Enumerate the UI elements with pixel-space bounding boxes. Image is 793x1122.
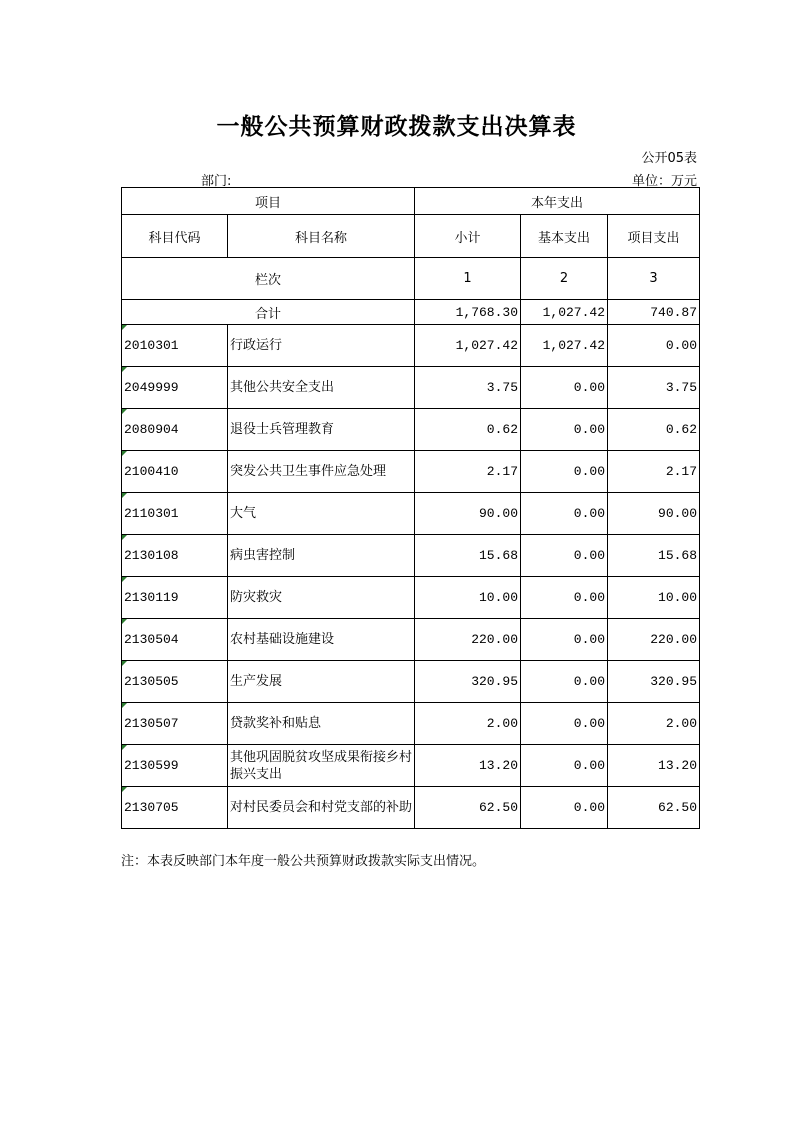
text-format-marker-icon (122, 745, 127, 750)
row-code (122, 661, 228, 703)
row-program-text: 13.20 (658, 758, 698, 773)
row-code-text: 2130108 (124, 548, 179, 563)
row-code (122, 535, 228, 577)
table-row (122, 367, 700, 409)
column-index-row (122, 258, 700, 300)
row-subtotal (415, 409, 521, 451)
row-basic-text: 0.00 (573, 758, 606, 773)
header-basic: 基本支出 (521, 215, 608, 258)
row-subtotal (415, 745, 521, 787)
row-code (122, 787, 228, 829)
row-name (228, 787, 415, 829)
row-program-text: 62.50 (658, 800, 698, 815)
row-program-text: 220.00 (650, 632, 698, 647)
row-name-text: 其他巩固脱贫攻坚成果衔接乡村振兴支出 (230, 749, 413, 782)
row-subtotal-text: 90.00 (479, 506, 519, 521)
total-subtotal: 1,768.30 (415, 300, 521, 325)
row-basic-text: 1,027.42 (542, 338, 606, 353)
row-basic-text: 0.00 (573, 464, 606, 479)
row-name (228, 703, 415, 745)
row-name (228, 577, 415, 619)
row-code (122, 745, 228, 787)
row-code-text: 2100410 (124, 464, 179, 479)
row-code (122, 325, 228, 367)
text-format-marker-icon (122, 703, 127, 708)
table-row (122, 577, 700, 619)
row-code (122, 703, 228, 745)
row-basic (521, 577, 608, 619)
row-subtotal-text: 15.68 (479, 548, 519, 563)
row-subtotal (415, 619, 521, 661)
footnote: 注：本表反映部门本年度一般公共预算财政拨款实际支出情况。 (121, 854, 486, 869)
row-basic (521, 493, 608, 535)
row-program-text: 90.00 (658, 506, 698, 521)
row-name (228, 325, 415, 367)
text-format-marker-icon (122, 367, 127, 372)
row-code-text: 2130599 (124, 758, 179, 773)
total-basic: 1,027.42 (521, 300, 608, 325)
row-basic-text: 0.00 (573, 548, 606, 563)
row-subtotal (415, 451, 521, 493)
table-row (122, 619, 700, 661)
row-basic-text: 0.00 (573, 422, 606, 437)
row-name-text: 贷款奖补和贴息 (230, 716, 322, 731)
row-basic-text: 0.00 (573, 632, 606, 647)
row-subtotal-text: 0.62 (486, 422, 519, 437)
row-subtotal (415, 703, 521, 745)
row-name (228, 409, 415, 451)
total-row (122, 300, 700, 325)
header-row-1 (122, 188, 700, 215)
row-program (608, 493, 700, 535)
row-code-text: 2130505 (124, 674, 179, 689)
column-index-3: 3 (608, 258, 700, 300)
row-program (608, 619, 700, 661)
row-name-text: 农村基础设施建设 (230, 632, 335, 647)
row-basic (521, 661, 608, 703)
row-program-text: 15.68 (658, 548, 698, 563)
row-code-text: 2130507 (124, 716, 179, 731)
row-basic-text: 0.00 (573, 716, 606, 731)
row-name-text: 防灾救灾 (230, 590, 283, 605)
table-row (122, 535, 700, 577)
table-row (122, 661, 700, 703)
row-subtotal-text: 320.95 (471, 674, 519, 689)
row-program (608, 409, 700, 451)
row-program (608, 787, 700, 829)
page-title: 一般公共预算财政拨款支出决算表 (216, 114, 577, 140)
row-program-text: 2.17 (665, 464, 698, 479)
row-code-text: 2080904 (124, 422, 179, 437)
row-program (608, 535, 700, 577)
row-subtotal (415, 493, 521, 535)
table-row (122, 325, 700, 367)
header-code: 科目代码 (122, 215, 228, 258)
header-program: 项目支出 (608, 215, 700, 258)
table-row (122, 787, 700, 829)
row-program (608, 577, 700, 619)
text-format-marker-icon (122, 577, 127, 582)
row-subtotal-text: 2.00 (486, 716, 519, 731)
row-code-text: 2130705 (124, 800, 179, 815)
row-basic (521, 367, 608, 409)
row-name (228, 619, 415, 661)
row-subtotal-text: 10.00 (479, 590, 519, 605)
row-subtotal (415, 661, 521, 703)
row-name-text: 退役士兵管理教育 (230, 422, 335, 437)
text-format-marker-icon (122, 619, 127, 624)
row-name (228, 493, 415, 535)
row-program (608, 745, 700, 787)
row-code-text: 2110301 (124, 506, 179, 521)
row-subtotal-text: 13.20 (479, 758, 519, 773)
header-name: 科目名称 (228, 215, 415, 258)
row-program-text: 2.00 (665, 716, 698, 731)
row-name (228, 367, 415, 409)
text-format-marker-icon (122, 535, 127, 540)
row-code-text: 2010301 (124, 338, 179, 353)
header-row-2 (122, 215, 700, 258)
header-subtotal: 小计 (415, 215, 521, 258)
row-name-text: 生产发展 (230, 674, 283, 689)
row-name (228, 535, 415, 577)
row-basic (521, 409, 608, 451)
row-basic (521, 787, 608, 829)
header-project: 项目 (122, 188, 415, 215)
row-name (228, 745, 415, 787)
row-subtotal (415, 535, 521, 577)
row-basic (521, 745, 608, 787)
row-basic-text: 0.00 (573, 590, 606, 605)
row-name-text: 病虫害控制 (230, 548, 296, 563)
table-row (122, 703, 700, 745)
row-name-text: 大气 (230, 506, 257, 521)
table-row (122, 409, 700, 451)
row-basic (521, 535, 608, 577)
total-label: 合计 (122, 300, 415, 325)
row-basic (521, 451, 608, 493)
row-program-text: 0.62 (665, 422, 698, 437)
row-name-text: 对村民委员会和村党支部的补助 (230, 800, 413, 815)
row-program-text: 3.75 (665, 380, 698, 395)
row-code (122, 577, 228, 619)
row-code-text: 2049999 (124, 380, 179, 395)
column-index-2: 2 (521, 258, 608, 300)
text-format-marker-icon (122, 787, 127, 792)
row-basic (521, 619, 608, 661)
text-format-marker-icon (122, 409, 127, 414)
row-program (608, 703, 700, 745)
row-program (608, 451, 700, 493)
row-code (122, 493, 228, 535)
row-program-text: 10.00 (658, 590, 698, 605)
row-name-text: 其他公共安全支出 (230, 380, 335, 395)
row-code (122, 451, 228, 493)
column-index-1: 1 (415, 258, 521, 300)
row-subtotal-text: 3.75 (486, 380, 519, 395)
department-label: 部门: (201, 174, 232, 189)
row-program-text: 320.95 (650, 674, 698, 689)
row-basic-text: 0.00 (573, 674, 606, 689)
row-code (122, 367, 228, 409)
row-code-text: 2130119 (124, 590, 179, 605)
table-row (122, 493, 700, 535)
header-current-year: 本年支出 (415, 188, 700, 215)
table-row (122, 451, 700, 493)
row-subtotal-text: 1,027.42 (455, 338, 519, 353)
row-subtotal (415, 367, 521, 409)
row-basic-text: 0.00 (573, 800, 606, 815)
row-name (228, 451, 415, 493)
row-subtotal (415, 787, 521, 829)
text-format-marker-icon (122, 493, 127, 498)
row-code-text: 2130504 (124, 632, 179, 647)
text-format-marker-icon (122, 325, 127, 330)
row-program (608, 325, 700, 367)
unit-label: 单位：万元 (631, 174, 697, 189)
total-program: 740.87 (608, 300, 700, 325)
row-program-text: 0.00 (665, 338, 698, 353)
row-subtotal-text: 62.50 (479, 800, 519, 815)
row-program (608, 661, 700, 703)
expenditure-table (121, 187, 700, 829)
text-format-marker-icon (122, 451, 127, 456)
row-subtotal (415, 325, 521, 367)
form-number: 公开05表 (641, 151, 697, 166)
row-basic (521, 325, 608, 367)
row-subtotal-text: 2.17 (486, 464, 519, 479)
row-basic-text: 0.00 (573, 506, 606, 521)
text-format-marker-icon (122, 661, 127, 666)
row-subtotal-text: 220.00 (471, 632, 519, 647)
row-code (122, 619, 228, 661)
row-name-text: 突发公共卫生事件应急处理 (230, 464, 387, 479)
row-program (608, 367, 700, 409)
row-basic-text: 0.00 (573, 380, 606, 395)
row-subtotal (415, 577, 521, 619)
row-name (228, 661, 415, 703)
table-row (122, 745, 700, 787)
column-index-label: 栏次 (122, 258, 415, 300)
row-name-text: 行政运行 (230, 338, 283, 353)
row-basic (521, 703, 608, 745)
row-code (122, 409, 228, 451)
